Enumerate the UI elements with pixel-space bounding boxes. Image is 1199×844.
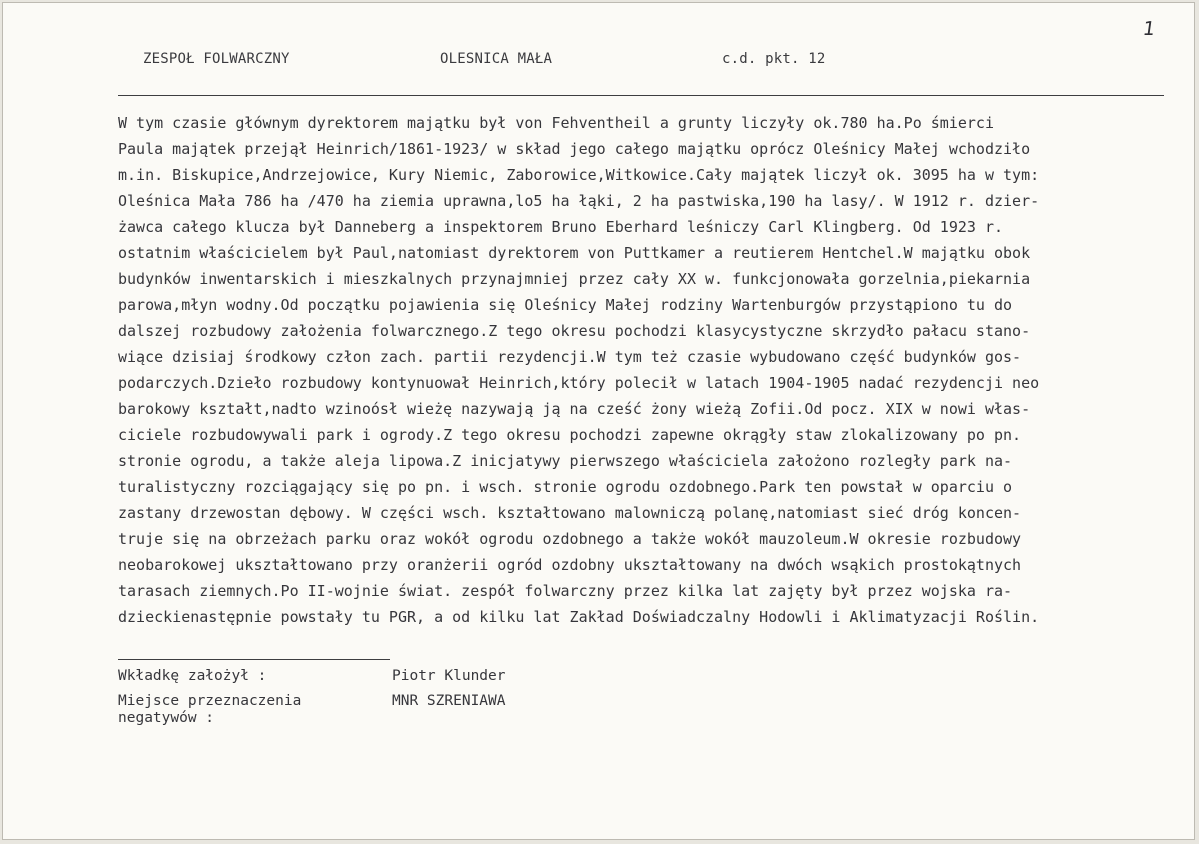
body-line: tarasach ziemnych.Po II-wojnie świat. zespół folwarczny przez kilka lat zajęty był przez wojska ra- <box>118 582 1013 600</box>
insert-author-value: Piotr Klunder <box>392 668 506 684</box>
header-divider <box>118 95 1164 96</box>
body-text <box>118 110 1193 630</box>
body-line: Paula majątek przejął Heinrich/1861-1923/ w skład jego całego majątku oprócz Oleśnicy Małej wchodziło <box>118 140 1031 158</box>
body-line: ciciele rozbudowywali park i ogrody.Z tego okresu pochodzi zapewne okrągły staw zlokalizowany po pn. <box>118 426 1022 444</box>
header-title: ZESPOŁ FOLWARCZNY <box>143 51 290 67</box>
body-line: barokowy kształt,nadto wzinoósł wieżę nazywają ją na cześć żony wieżą Zofii.Od pocz. XIX w nowi włas- <box>118 400 1031 418</box>
body-line: dzieckienastępnie powstały tu PGR, a od kilku lat Zakład Doświadczalny Hodowli i Aklimatyzacji Roślin. <box>118 608 1040 626</box>
body-line: neobarokowej ukształtowano przy oranżerii ogród ozdobny ukształtowany na dwóch wsąkich prostokątnych <box>118 556 1022 574</box>
header-continuation: c.d. pkt. 12 <box>722 51 826 67</box>
page-number: 1 <box>1141 18 1157 40</box>
body-line: Oleśnica Mała 786 ha /470 ha ziemia uprawna,lo5 ha łąki, 2 ha pastwiska,190 ha lasy/. W 1912 r. dzier- <box>118 192 1040 210</box>
body-line: dalszej rozbudowy założenia folwarcznego.Z tego okresu pochodzi klasycystyczne skrzydło pałacu stano- <box>118 322 1031 340</box>
footer-divider <box>118 659 390 660</box>
body-line: m.in. Biskupice,Andrzejowice, Kury Niemic, Zaborowice,Witkowice.Cały majątek liczył ok. 3095 ha w tym: <box>118 166 1040 184</box>
body-line: żawca całego klucza był Danneberg a inspektorem Bruno Eberhard leśniczy Carl Klingberg. Od 1923 r. <box>118 218 1004 236</box>
body-line: stronie ogrodu, a także aleja lipowa.Z inicjatywy pierwszego właściciela założono rozległy park na- <box>118 452 1013 470</box>
body-line: budynków inwentarskich i mieszkalnych przynajmniej przez cały XX w. funkcjonowała gorzelnia,piekarnia <box>118 270 1031 288</box>
negatives-location-label-line1: Miejsce przeznaczenia <box>118 693 302 709</box>
body-line: W tym czasie głównym dyrektorem majątku był von Fehventheil a grunty liczyły ok.780 ha.Po śmierci <box>118 114 994 132</box>
body-line: wiące dzisiaj środkowy człon zach. partii rezydencji.W tym też czasie wybudowano część budynków gos- <box>118 348 1022 366</box>
header-location: OLESNICA MAŁA <box>440 51 553 67</box>
body-line: parowa,młyn wodny.Od początku pojawienia się Oleśnicy Małej rodziny Wartenburgów przystąpiono tu do <box>118 296 1013 314</box>
negatives-location-value: MNR SZRENIAWA <box>392 693 506 709</box>
body-line: turalistyczny rozciągający się po pn. i wsch. stronie ogrodu ozdobnego.Park ten powstał w oparciu o <box>118 478 1013 496</box>
body-line: zastany drzewostan dębowy. W części wsch. kształtowano malowniczą polanę,natomiast sieć dróg koncen- <box>118 504 1022 522</box>
negatives-location-label-line2: negatywów : <box>118 710 215 726</box>
body-line: podarczych.Dzieło rozbudowy kontynuował Heinrich,który polecił w latach 1904-1905 nadać rezydencji neo <box>118 374 1040 392</box>
body-line: ostatnim właścicielem był Paul,natomiast dyrektorem von Puttkamer a reutierem Hentchel.W majątku obok <box>118 244 1031 262</box>
body-line: truje się na obrzeżach parku oraz wokół ogrodu ozdobnego a także wokół mauzoleum.W okresie rozbudowy <box>118 530 1022 548</box>
insert-author-label: Wkładkę założył : <box>118 668 267 684</box>
